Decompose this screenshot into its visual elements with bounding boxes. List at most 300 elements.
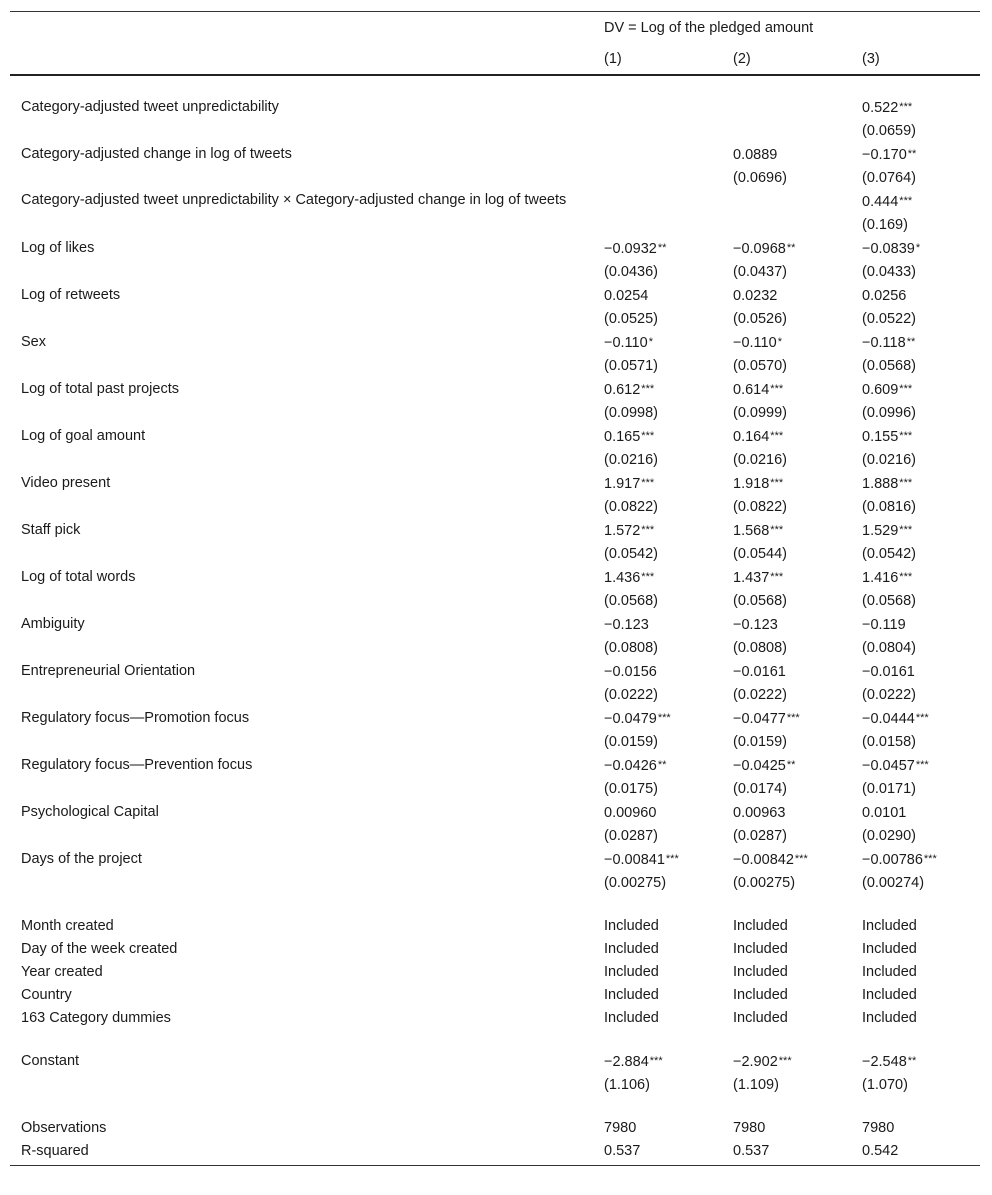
fixed-effect-row xyxy=(10,984,980,1007)
significance-stars: *** xyxy=(649,1055,663,1067)
significance-stars: *** xyxy=(899,383,913,395)
standard-error-cell: (1.070) xyxy=(862,1077,908,1093)
coefficient-value: 0.165 xyxy=(604,429,641,445)
significance-stars: *** xyxy=(770,571,784,583)
standard-error-row xyxy=(10,355,980,378)
coefficient-value: −0.170 xyxy=(862,147,907,163)
standard-error-cell: (1.106) xyxy=(604,1077,650,1093)
standard-error-cell: (0.0158) xyxy=(862,734,917,750)
standard-error-cell: (0.0222) xyxy=(733,687,788,703)
coefficient-cell xyxy=(852,96,980,120)
stat-row xyxy=(10,1117,980,1140)
coefficient-value: 0.0889 xyxy=(733,147,778,163)
coefficient-cell xyxy=(723,378,852,402)
coefficient-cell xyxy=(594,425,723,449)
coefficient-cell xyxy=(723,519,852,543)
standard-error-cell: (0.00275) xyxy=(733,875,796,891)
standard-error-row xyxy=(10,261,980,284)
significance-stars: *** xyxy=(641,383,655,395)
value-cell: Included xyxy=(733,941,788,957)
standard-error-cell: (0.0816) xyxy=(862,499,917,515)
empty-label xyxy=(10,449,594,472)
standard-error-cell: (0.0822) xyxy=(733,499,788,515)
standard-error-cell: (0.0568) xyxy=(862,358,917,374)
coefficient-cell xyxy=(852,1050,980,1074)
variable-row xyxy=(10,143,980,167)
coefficient-cell xyxy=(594,566,723,590)
regression-table xyxy=(10,11,980,1166)
spacer-cell xyxy=(10,75,980,96)
standard-error-row xyxy=(10,684,980,707)
row-label: Sex xyxy=(21,334,46,350)
coefficient-cell xyxy=(723,237,852,261)
value-cell: 0.542 xyxy=(852,1140,980,1166)
spacer-row xyxy=(10,1030,980,1050)
dv-label: DV = Log of the pledged amount xyxy=(594,12,980,45)
coefficient-value: 0.0256 xyxy=(862,288,907,304)
empty-label xyxy=(10,1074,594,1097)
standard-error-cell: (0.0522) xyxy=(862,311,917,327)
coefficient-value: −0.00842 xyxy=(733,852,794,868)
spacer-cell xyxy=(10,895,980,915)
significance-stars: *** xyxy=(641,524,655,536)
standard-error-cell: (0.0525) xyxy=(604,311,659,327)
coefficient-cell xyxy=(594,284,723,308)
coefficient-value: 1.572 xyxy=(604,523,641,539)
coefficient-value: 1.436 xyxy=(604,570,641,586)
empty-label xyxy=(10,496,594,519)
coefficient-value: 0.00963 xyxy=(733,805,786,821)
standard-error-cell: (0.0808) xyxy=(604,640,659,656)
standard-error-cell: (0.0568) xyxy=(862,593,917,609)
significance-stars: *** xyxy=(641,477,655,489)
significance-stars: *** xyxy=(899,571,913,583)
coefficient-cell xyxy=(723,848,852,872)
row-label: Month created xyxy=(21,918,114,934)
coefficient-cell xyxy=(594,707,723,731)
row-label: Constant xyxy=(21,1053,80,1069)
regression-table-container xyxy=(10,11,980,1166)
empty-label xyxy=(10,590,594,613)
value-cell: Included xyxy=(604,941,659,957)
standard-error-cell: (0.0175) xyxy=(604,781,659,797)
variable-row xyxy=(10,754,980,778)
standard-error-cell: (0.0290) xyxy=(862,828,917,844)
standard-error-cell: (0.0996) xyxy=(862,405,917,421)
row-label: Regulatory focus—Promotion focus xyxy=(21,710,250,726)
coefficient-value: 0.0254 xyxy=(604,288,649,304)
standard-error-row xyxy=(10,496,980,519)
empty-label xyxy=(10,731,594,754)
empty-label xyxy=(10,308,594,331)
coefficient-cell xyxy=(723,754,852,778)
coefficient-cell xyxy=(594,143,723,167)
value-cell: Included xyxy=(604,987,659,1003)
value-cell: Included xyxy=(862,987,917,1003)
significance-stars: *** xyxy=(794,853,808,865)
coefficient-cell xyxy=(852,613,980,637)
empty-label xyxy=(10,402,594,425)
standard-error-cell: (0.0542) xyxy=(862,546,917,562)
significance-stars: ** xyxy=(907,148,917,160)
coefficient-value: −0.0161 xyxy=(862,664,915,680)
spacer-cell xyxy=(10,1097,980,1117)
column-header: (3) xyxy=(852,44,980,75)
variable-row xyxy=(10,660,980,684)
coefficient-value: −0.00841 xyxy=(604,852,665,868)
coefficient-cell xyxy=(594,519,723,543)
coefficient-value: −0.123 xyxy=(733,617,778,633)
standard-error-row xyxy=(10,825,980,848)
standard-error-row xyxy=(10,731,980,754)
significance-stars: *** xyxy=(770,477,784,489)
coefficient-value: 0.155 xyxy=(862,429,899,445)
standard-error-cell: (0.0216) xyxy=(604,452,659,468)
significance-stars: ** xyxy=(657,759,667,771)
standard-error-cell: (0.0216) xyxy=(862,452,917,468)
coefficient-cell xyxy=(594,96,723,120)
coefficient-value: 0.00960 xyxy=(604,805,657,821)
empty-label xyxy=(10,872,594,895)
coefficient-value: −0.0426 xyxy=(604,758,657,774)
significance-stars: *** xyxy=(641,571,655,583)
empty-label xyxy=(10,543,594,566)
row-label: 163 Category dummies xyxy=(21,1010,171,1026)
coefficient-value: 0.164 xyxy=(733,429,770,445)
row-label: Log of total words xyxy=(21,569,136,585)
coefficient-cell xyxy=(852,284,980,308)
row-label: Log of total past projects xyxy=(21,381,179,397)
standard-error-cell: (0.0222) xyxy=(862,687,917,703)
row-label: Video present xyxy=(21,475,111,491)
coefficient-cell xyxy=(594,754,723,778)
variable-row xyxy=(10,378,980,402)
coefficient-value: −0.123 xyxy=(604,617,649,633)
variable-row xyxy=(10,801,980,825)
coefficient-cell xyxy=(852,801,980,825)
coefficient-cell xyxy=(594,472,723,496)
row-label: Category-adjusted tweet unpredictability xyxy=(21,99,279,115)
coefficient-value: −0.0839 xyxy=(862,241,915,257)
row-label: Log of likes xyxy=(21,240,95,256)
coefficient-value: 1.918 xyxy=(733,476,770,492)
value-cell: Included xyxy=(604,918,659,934)
row-label: Regulatory focus—Prevention focus xyxy=(21,757,253,773)
significance-stars: ** xyxy=(786,242,796,254)
significance-stars: *** xyxy=(899,430,913,442)
value-cell: Included xyxy=(604,1010,659,1026)
standard-error-cell: (0.0159) xyxy=(733,734,788,750)
standard-error-cell: (0.0433) xyxy=(862,264,917,280)
coefficient-value: −2.902 xyxy=(733,1054,778,1070)
table-body xyxy=(10,75,980,1166)
empty-label xyxy=(10,684,594,707)
significance-stars: *** xyxy=(899,524,913,536)
standard-error-cell: (0.0568) xyxy=(733,593,788,609)
value-cell: 0.537 xyxy=(723,1140,852,1166)
spacer-row xyxy=(10,895,980,915)
coefficient-cell xyxy=(594,237,723,261)
coefficient-value: 1.568 xyxy=(733,523,770,539)
fixed-effect-row xyxy=(10,938,980,961)
row-label: Entrepreneurial Orientation xyxy=(21,663,196,679)
value-cell: Included xyxy=(733,987,788,1003)
standard-error-cell: (0.0171) xyxy=(862,781,917,797)
coefficient-value: 0.614 xyxy=(733,382,770,398)
standard-error-cell: (0.0287) xyxy=(733,828,788,844)
standard-error-cell xyxy=(594,120,723,143)
coefficient-value: 0.609 xyxy=(862,382,899,398)
standard-error-cell xyxy=(723,120,852,143)
row-label: Country xyxy=(21,987,72,1003)
standard-error-cell: (0.0437) xyxy=(733,264,788,280)
standard-error-cell: (0.0544) xyxy=(733,546,788,562)
coefficient-cell xyxy=(852,660,980,684)
standard-error-cell: (0.00274) xyxy=(862,875,925,891)
coefficient-value: −0.0457 xyxy=(862,758,915,774)
coefficient-value: 1.917 xyxy=(604,476,641,492)
significance-stars: *** xyxy=(899,477,913,489)
significance-stars: *** xyxy=(641,430,655,442)
row-label: Log of goal amount xyxy=(21,428,146,444)
coefficient-cell xyxy=(723,190,852,214)
constant-row xyxy=(10,1050,980,1074)
coefficient-cell xyxy=(723,566,852,590)
standard-error-cell: (0.0808) xyxy=(733,640,788,656)
value-cell: Included xyxy=(733,918,788,934)
variable-row xyxy=(10,425,980,449)
variable-row xyxy=(10,96,980,120)
coefficient-cell xyxy=(852,331,980,355)
coefficient-cell xyxy=(852,566,980,590)
value-cell: 7980 xyxy=(733,1120,766,1136)
coefficient-cell xyxy=(723,1050,852,1074)
variable-row xyxy=(10,707,980,731)
fixed-effect-row xyxy=(10,1007,980,1030)
coefficient-cell xyxy=(594,1050,723,1074)
empty-label xyxy=(10,261,594,284)
coefficient-cell xyxy=(852,848,980,872)
value-cell: Included xyxy=(862,918,917,934)
coefficient-value: −0.0444 xyxy=(862,711,915,727)
standard-error-cell xyxy=(594,167,723,190)
standard-error-row xyxy=(10,167,980,190)
coefficient-cell xyxy=(594,190,723,214)
spacer-row xyxy=(10,75,980,96)
empty-label xyxy=(10,214,594,237)
significance-stars: *** xyxy=(665,853,679,865)
variable-row xyxy=(10,613,980,637)
coefficient-value: −0.0477 xyxy=(733,711,786,727)
coefficient-value: −0.110 xyxy=(733,335,777,351)
row-label: Year created xyxy=(21,964,103,980)
empty-label xyxy=(10,637,594,660)
coefficient-cell xyxy=(723,801,852,825)
standard-error-cell: (0.0696) xyxy=(733,170,788,186)
coefficient-value: 0.0232 xyxy=(733,288,778,304)
standard-error-row xyxy=(10,308,980,331)
coefficient-cell xyxy=(723,707,852,731)
significance-stars: * xyxy=(915,242,921,254)
coefficient-value: −0.0968 xyxy=(733,241,786,257)
coefficient-value: −2.548 xyxy=(862,1054,907,1070)
table-header xyxy=(10,12,980,76)
coefficient-value: −0.0932 xyxy=(604,241,657,257)
coefficient-cell xyxy=(723,425,852,449)
value-cell: Included xyxy=(862,941,917,957)
coefficient-value: 1.437 xyxy=(733,570,770,586)
significance-stars: *** xyxy=(899,101,913,113)
empty-label xyxy=(10,120,594,143)
coefficient-value: 1.888 xyxy=(862,476,899,492)
coefficient-value: −0.0479 xyxy=(604,711,657,727)
standard-error-cell: (0.00275) xyxy=(604,875,667,891)
coefficient-cell xyxy=(594,848,723,872)
spacer-row xyxy=(10,1097,980,1117)
row-label: R-squared xyxy=(10,1140,594,1166)
coefficient-value: −0.00786 xyxy=(862,852,923,868)
standard-error-cell: (0.0998) xyxy=(604,405,659,421)
coefficient-value: 0.0101 xyxy=(862,805,907,821)
coefficient-cell xyxy=(852,707,980,731)
standard-error-cell: (0.169) xyxy=(862,217,908,233)
coefficient-cell xyxy=(723,331,852,355)
significance-stars: * xyxy=(777,336,782,348)
coefficient-cell xyxy=(852,190,980,214)
standard-error-cell: (0.0659) xyxy=(862,123,917,139)
significance-stars: *** xyxy=(899,195,913,207)
coefficient-value: 0.522 xyxy=(862,100,899,116)
empty-label xyxy=(10,355,594,378)
value-cell: Included xyxy=(862,964,917,980)
row-label: Log of retweets xyxy=(21,287,121,303)
row-label: Ambiguity xyxy=(21,616,85,632)
standard-error-row xyxy=(10,402,980,425)
standard-error-row xyxy=(10,590,980,613)
standard-error-row xyxy=(10,449,980,472)
standard-error-cell: (0.0174) xyxy=(733,781,788,797)
standard-error-cell: (0.0159) xyxy=(604,734,659,750)
row-label: Category-adjusted tweet unpredictability × Category-adjusted change in log of tweets xyxy=(21,192,567,208)
coefficient-value: −0.119 xyxy=(862,617,906,633)
standard-error-cell: (0.0804) xyxy=(862,640,917,656)
variable-row xyxy=(10,237,980,261)
coefficient-value: −0.0156 xyxy=(604,664,657,680)
coefficient-cell xyxy=(594,378,723,402)
row-label: Psychological Capital xyxy=(21,804,159,820)
standard-error-cell: (0.0287) xyxy=(604,828,659,844)
row-label: Days of the project xyxy=(21,851,142,867)
standard-error-cell: (0.0764) xyxy=(862,170,917,186)
coefficient-value: 1.529 xyxy=(862,523,899,539)
coefficient-cell xyxy=(723,96,852,120)
significance-stars: * xyxy=(648,336,653,348)
standard-error-cell: (0.0222) xyxy=(604,687,659,703)
standard-error-row xyxy=(10,120,980,143)
coefficient-cell xyxy=(852,472,980,496)
coefficient-cell xyxy=(594,613,723,637)
variable-row xyxy=(10,284,980,308)
significance-stars: ** xyxy=(657,242,667,254)
variable-row xyxy=(10,519,980,543)
standard-error-cell: (0.0216) xyxy=(733,452,788,468)
variable-row xyxy=(10,472,980,496)
fixed-effect-row xyxy=(10,915,980,938)
standard-error-row xyxy=(10,637,980,660)
standard-error-cell: (0.0526) xyxy=(733,311,788,327)
variable-row xyxy=(10,190,980,214)
significance-stars: *** xyxy=(770,383,784,395)
coefficient-cell xyxy=(594,660,723,684)
standard-error-row xyxy=(10,543,980,566)
value-cell: Included xyxy=(604,964,659,980)
significance-stars: *** xyxy=(786,712,800,724)
significance-stars: *** xyxy=(657,712,671,724)
standard-error-cell: (0.0568) xyxy=(604,593,659,609)
standard-error-cell: (0.0570) xyxy=(733,358,788,374)
coefficient-cell xyxy=(852,143,980,167)
standard-error-cell: (0.0999) xyxy=(733,405,788,421)
stat-row xyxy=(10,1140,980,1166)
row-label: Staff pick xyxy=(21,522,81,538)
standard-error-row xyxy=(10,214,980,237)
empty-label xyxy=(10,825,594,848)
standard-error-cell: (1.109) xyxy=(733,1077,779,1093)
standard-error-cell: (0.0571) xyxy=(604,358,659,374)
variable-row xyxy=(10,331,980,355)
row-label: Observations xyxy=(21,1120,107,1136)
coefficient-value: 0.444 xyxy=(862,194,899,210)
significance-stars: ** xyxy=(786,759,796,771)
standard-error-cell: (0.0542) xyxy=(604,546,659,562)
coefficient-cell xyxy=(723,660,852,684)
coefficient-cell xyxy=(723,284,852,308)
coefficient-cell xyxy=(723,472,852,496)
empty-label xyxy=(10,167,594,190)
value-cell: 0.537 xyxy=(594,1140,723,1166)
value-cell: Included xyxy=(862,1010,917,1026)
standard-error-cell xyxy=(594,214,723,237)
value-cell: Included xyxy=(733,964,788,980)
row-label: Category-adjusted change in log of tweets xyxy=(21,146,292,162)
coefficient-cell xyxy=(852,378,980,402)
variable-row xyxy=(10,566,980,590)
coefficient-cell xyxy=(723,613,852,637)
row-label: Day of the week created xyxy=(21,941,178,957)
empty-label xyxy=(10,778,594,801)
column-header: (1) xyxy=(594,44,723,75)
significance-stars: *** xyxy=(915,712,929,724)
coefficient-value: 1.416 xyxy=(862,570,899,586)
coefficient-cell xyxy=(852,237,980,261)
value-cell: 7980 xyxy=(604,1120,637,1136)
coefficient-value: −0.0425 xyxy=(733,758,786,774)
standard-error-row xyxy=(10,872,980,895)
coefficient-cell xyxy=(852,425,980,449)
significance-stars: *** xyxy=(778,1055,792,1067)
spacer-cell xyxy=(10,1030,980,1050)
standard-error-cell: (0.0822) xyxy=(604,499,659,515)
variable-row xyxy=(10,848,980,872)
coefficient-cell xyxy=(852,754,980,778)
significance-stars: *** xyxy=(770,430,784,442)
value-cell: Included xyxy=(733,1010,788,1026)
fixed-effect-row xyxy=(10,961,980,984)
significance-stars: *** xyxy=(770,524,784,536)
column-header: (2) xyxy=(723,44,852,75)
coefficient-value: −2.884 xyxy=(604,1054,649,1070)
significance-stars: *** xyxy=(923,853,937,865)
